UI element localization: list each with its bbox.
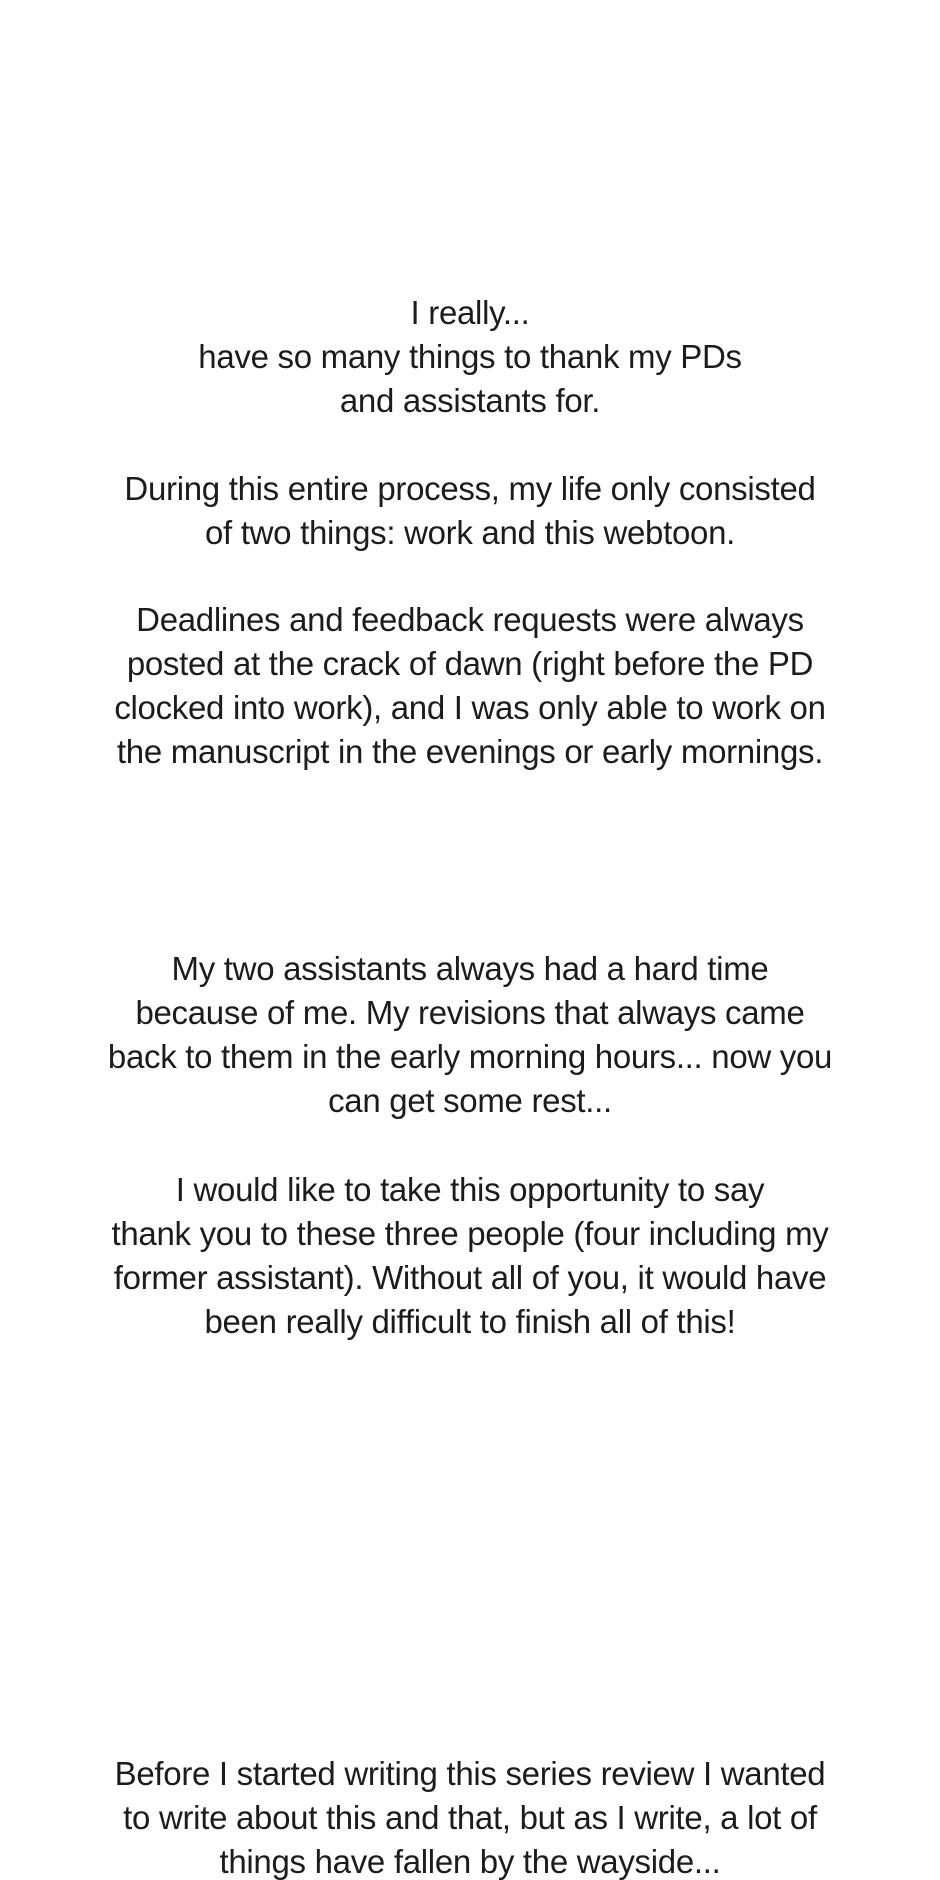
text-line: During this entire process, my life only consisted	[124, 470, 816, 507]
text-line: clocked into work), and I was only able to work on	[114, 689, 826, 726]
text-line: thank you to these three people (four including my	[111, 1215, 829, 1252]
text-line: to write about this and that, but as I write, a lot of	[123, 1799, 817, 1836]
text-line: been really difficult to finish all of this!	[204, 1303, 736, 1340]
paragraph-thank-you	[0, 1168, 940, 1344]
text-line: things have fallen by the wayside...	[219, 1843, 721, 1880]
paragraph-life-process	[0, 467, 940, 555]
text-line: Before I started writing this series review I wanted	[114, 1755, 826, 1792]
text-line: Deadlines and feedback requests were always	[136, 601, 804, 638]
text-line: the manuscript in the evenings or early mornings.	[116, 733, 824, 770]
text-line: My two assistants always had a hard time	[171, 950, 769, 987]
paragraph-series-review	[0, 1752, 940, 1880]
text-line: I would like to take this opportunity to say	[175, 1171, 765, 1208]
text-line: former assistant). Without all of you, it would have	[113, 1259, 827, 1296]
text-line: can get some rest...	[328, 1082, 612, 1119]
paragraph-deadlines	[0, 598, 940, 774]
text-line: of two things: work and this webtoon.	[204, 514, 736, 551]
text-line: and assistants for.	[339, 382, 601, 419]
paragraph-assistants	[0, 947, 940, 1123]
text-line: back to them in the early morning hours... now you	[107, 1038, 833, 1075]
text-line: posted at the crack of dawn (right before the PD	[126, 645, 814, 682]
text-line: have so many things to thank my PDs	[198, 338, 742, 375]
text-line: because of me. My revisions that always came	[135, 994, 805, 1031]
paragraph-thanks-intro	[0, 291, 940, 423]
text-line: I really...	[410, 294, 530, 331]
